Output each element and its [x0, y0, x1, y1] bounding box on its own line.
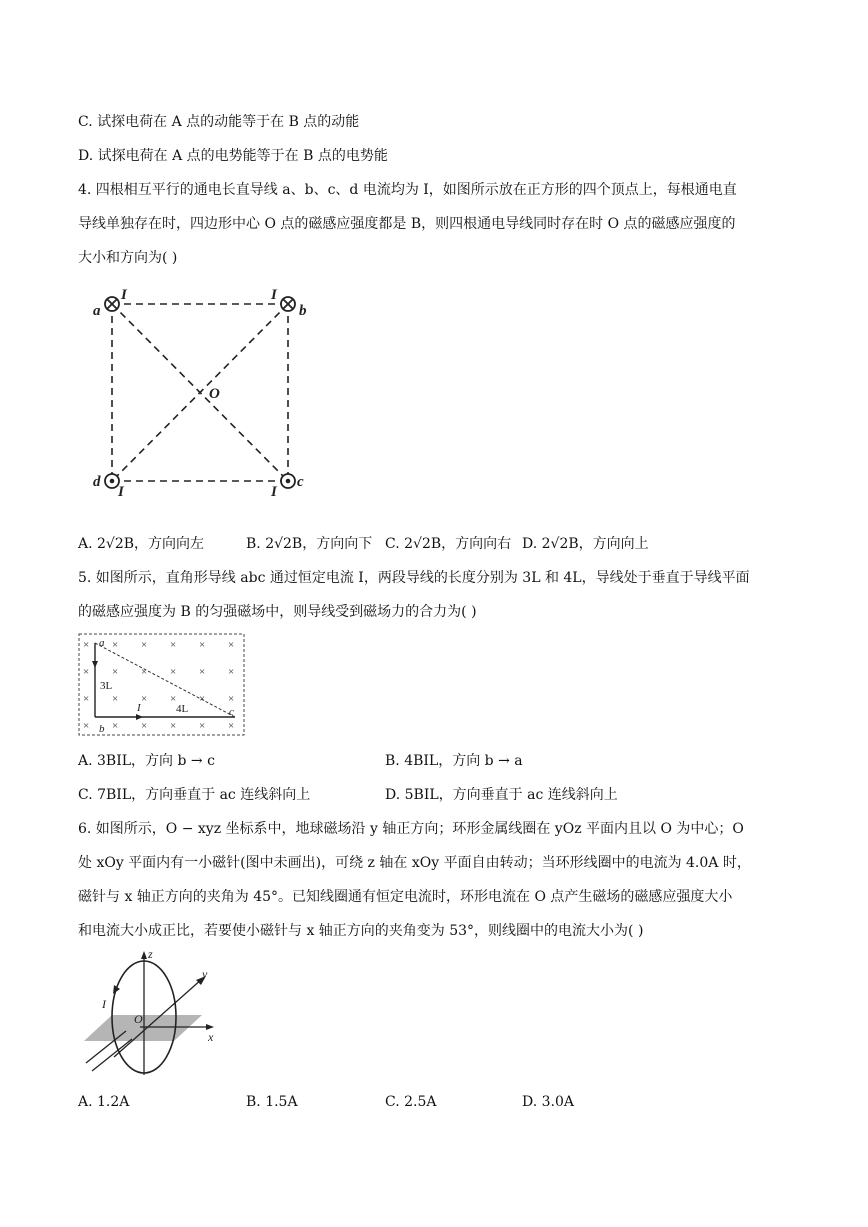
- field-cross-mark: ×: [228, 720, 235, 732]
- field-cross-mark: ×: [199, 720, 206, 732]
- q6-coil-axes-figure: [82, 947, 232, 1082]
- q5-option-d: D. 5BIL，方向垂直于 ac 连线斜向上: [385, 787, 618, 803]
- field-cross-mark: ×: [112, 720, 119, 732]
- option-d-prev: D. 试探电荷在 A 点的电势能等于在 B 点的电势能: [78, 148, 388, 164]
- wire-a-into-page-icon: [105, 297, 119, 311]
- field-cross-mark: ×: [141, 693, 148, 705]
- field-cross-mark: ×: [141, 639, 148, 651]
- q4-option-b: B. 2√2B，方向向下: [246, 536, 373, 552]
- label-O: O: [134, 1012, 143, 1026]
- label-c: c: [229, 706, 234, 718]
- q5-text-line-1: 5. 如图所示，直角形导线 abc 通过恒定电流 I，两段导线的长度分别为 3L 和 4L，导线处于垂直于导线平面: [78, 570, 750, 586]
- label-d: d: [93, 474, 101, 490]
- q6-option-c: C. 2.5A: [385, 1094, 437, 1110]
- label-I: I: [137, 702, 141, 714]
- field-cross-mark: ×: [83, 666, 90, 678]
- z-axis-arrow-icon: [141, 951, 147, 959]
- label-a: a: [93, 303, 101, 319]
- wire-b-into-page-icon: [281, 297, 295, 311]
- q4-text-line-1: 4. 四根相互平行的通电长直导线 a、b、c、d 电流均为 I，如图所示放在正方形的四个顶点上，每根通电直: [78, 182, 737, 198]
- label-3L: 3L: [100, 680, 113, 692]
- field-cross-mark: ×: [141, 666, 148, 678]
- q4-option-d: D. 2√2B，方向向上: [522, 536, 649, 552]
- field-cross-mark: ×: [83, 693, 90, 705]
- q6-option-b: B. 1.5A: [246, 1094, 298, 1110]
- q5-option-b: B. 4BIL，方向 b → a: [385, 753, 523, 769]
- label-4L: 4L: [176, 703, 189, 715]
- field-cross-mark: ×: [170, 720, 177, 732]
- q4-text-line-3: 大小和方向为( ): [78, 250, 178, 266]
- label-z: z: [148, 947, 153, 961]
- q6-text-line-3: 磁针与 x 轴正方向的夹角为 45°。已知线圈通有恒定电流时，环形电流在 O 点产生磁场的磁感应强度大小: [78, 889, 733, 905]
- q4-option-c: C. 2√2B，方向向右: [385, 536, 512, 552]
- field-cross-mark: ×: [199, 693, 206, 705]
- field-cross-mark: ×: [112, 639, 119, 651]
- q4-option-a: A. 2√2B，方向向左: [78, 536, 205, 552]
- label-I: I: [102, 997, 106, 1011]
- q5-option-c: C. 7BIL，方向垂直于 ac 连线斜向上: [78, 787, 311, 803]
- q6-text-line-4: 和电流大小成正比，若要使小磁针与 x 轴正方向的夹角变为 53°，则线圈中的电流大小为( ): [78, 923, 644, 939]
- q5-text-line-2: 的磁感应强度为 B 的匀强磁场中，则导线受到磁场力的合力为( ): [78, 604, 477, 620]
- field-cross-mark: ×: [170, 666, 177, 678]
- label-x: x: [208, 1030, 214, 1044]
- option-c-prev: C. 试探电荷在 A 点的动能等于在 B 点的动能: [78, 114, 360, 130]
- field-cross-mark: ×: [141, 720, 148, 732]
- field-cross-mark: ×: [170, 693, 177, 705]
- field-cross-mark: ×: [83, 639, 90, 651]
- field-cross-mark: ×: [112, 693, 119, 705]
- field-cross-mark: ×: [228, 693, 235, 705]
- wire-c-out-of-page-icon: [281, 474, 295, 488]
- field-cross-mark: ×: [199, 666, 206, 678]
- label-I-d: I: [118, 484, 124, 497]
- field-cross-mark: ×: [83, 720, 90, 732]
- field-cross-mark: ×: [228, 666, 235, 678]
- field-cross-mark: ×: [199, 639, 206, 651]
- q6-text-line-1: 6. 如图所示，O − xyz 坐标系中，地球磁场沿 y 轴正方向；环形金属线圈在 yOz 平面内且以 O 为中心；O: [78, 821, 744, 837]
- q4-square-wires-figure: [85, 282, 315, 497]
- label-O: O: [209, 386, 220, 402]
- q6-option-d: D. 3.0A: [522, 1094, 575, 1110]
- q6-text-line-2: 处 xOy 平面内有一小磁针(图中未画出)，可绕 z 轴在 xOy 平面自由转动；当环形线圈中的电流为 4.0A 时，: [78, 855, 751, 871]
- q6-option-a: A. 1.2A: [78, 1094, 130, 1110]
- label-I-b: I: [271, 287, 277, 303]
- q5-option-a: A. 3BIL，方向 b → c: [78, 753, 215, 769]
- q5-magnetic-field-figure: [78, 633, 246, 737]
- wire-d-out-of-page-icon: [105, 474, 119, 488]
- q4-text-line-2: 导线单独存在时，四边形中心 O 点的磁感应强度都是 B，则四根通电导线同时存在时 O 点的磁感应强度的: [78, 216, 736, 232]
- field-cross-mark: ×: [228, 639, 235, 651]
- label-b: b: [299, 303, 307, 319]
- label-I-c: I: [271, 484, 277, 497]
- label-a: a: [99, 637, 105, 649]
- label-c: c: [297, 474, 304, 490]
- label-y: y: [202, 967, 208, 981]
- label-b: b: [99, 723, 105, 735]
- label-I-a: I: [121, 287, 127, 303]
- field-cross-mark: ×: [170, 639, 177, 651]
- field-cross-mark: ×: [112, 666, 119, 678]
- lead-wire-2: [92, 1039, 132, 1071]
- xoy-plane: [84, 1015, 202, 1041]
